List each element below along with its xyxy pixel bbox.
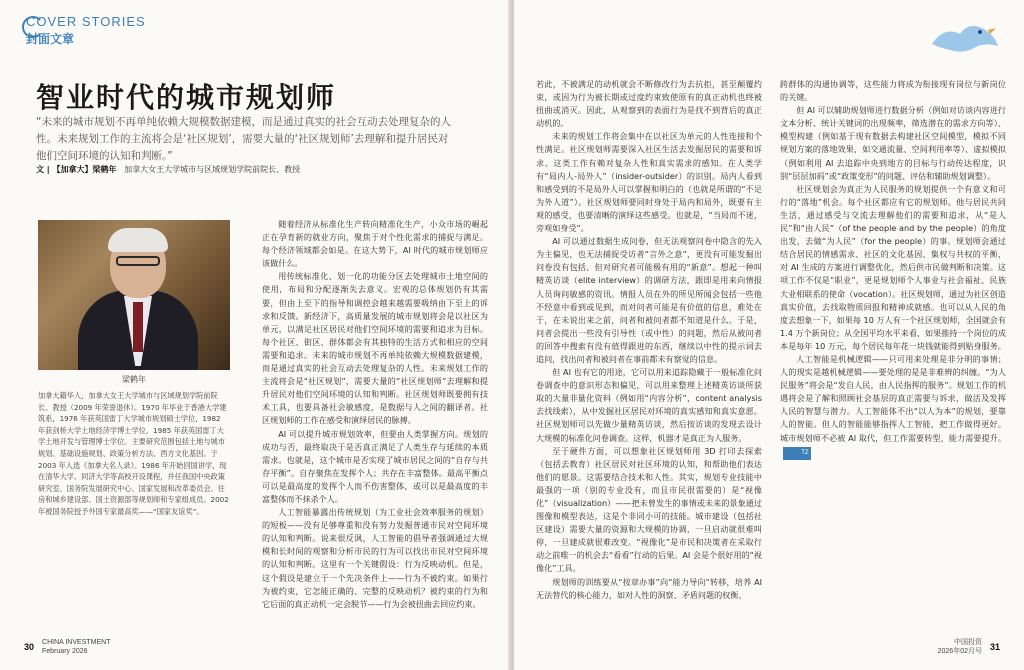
closing-paragraph-text: 人工智能是机械逻辑——只可用来处理是非分明的事情；人的现实是越机械逻辑——要处理的是是非难辨的纠缠。“为人民服务”将会是“发自人民，由人民指挥的服务”。规划工作的机遇将会是了解和照顾社会基层的真正需要与诉求，做活及发挥人民的智慧与潜力。人工智能体不出“以人为本”的规划，要靠人的智能。但人的智能能够指挥人工智能，把工作做得更好。城市规划师不必被 AI 取代，但工作需要转型，能力需要提升。 — [780, 353, 1006, 443]
body-column-right-1 — [536, 78, 762, 602]
decorative-bird-icon — [924, 16, 1004, 56]
article-lede: “未来的城市规划不再单纯依赖大规模数据建模，而是通过真实的社会互动去处理复杂的人性。未来规划工作的主流将会是‘社区规划’，需要大量的‘社区规划师’去理解和提升居民对他们空间环境的认知和判断。” — [36, 116, 451, 162]
page-number-left: 30 — [24, 642, 35, 652]
issue-date-left: February 2026 — [42, 648, 88, 655]
right-page — [514, 0, 1024, 670]
footer-left — [24, 638, 110, 656]
paragraph: 随着经济从标准化生产转向精准化生产，小众市场的崛起正在孕育新的就业方向，聚焦于对个性化需求的捕捉与满足。每个经济领域都会如是。在这大势下，AI 时代的城市规划师应该做什么。 — [262, 219, 488, 269]
kicker-chinese: 封面文章 — [26, 32, 75, 46]
paragraph — [780, 353, 1006, 460]
paragraph: 但 AI 可以辅助规划师进行数据分析（例如对访谈内容进行文本分析、统计关键词的出现频率，筛选潜在的需求方向等）、模型构建（例如基于现有数据去构建社区空间模型，模拟不同规划方案的落地效果，如交通流量、空间利用率等）、虚拟模拟（例如利用 AI 去追踪中央到地方的目标与行动传达程度，识别“层层加码”或“政策变形”的问题、评估和辅助规划调整）。 — [780, 105, 1006, 181]
paragraph: AI 可以提升城市规划效率，但要由人类掌握方向。规划的成功与否，最终取决于是否真正满足了人类生存与延续的本质需求。也就是，这个城市是否实现了城市居民之间的“自存与共存平衡”。自存聚焦在发挥个人；共存在丰富整体。最高平衡点可以是最高度的发挥个人而不伤害整体，或可以是最高度的丰富整体而不抹杀个人。 — [262, 428, 488, 504]
paragraph: 跨群体的沟通协调等，这些能力将成为衔接现有岗位与新岗位的关键。 — [780, 79, 1006, 103]
paragraph: 未来的规划工作将会集中在以社区为单元的人性连接和个性满足。社区规划师需要深入社区生活去发掘居民的需要和诉求。这类工作有赖对复杂人性和真实需求的感知。在人类学有“局内人-局外人”（insider-outsider）的识别。局内人看到和感受到的不是局外人可以掌握和明白的（也就是所谓的“不足为外人道”）。社区规划师要同时身处于局内和局外，既要有主观的感受，也要清晰的演绎这些感受。也就是，“当局而不迷，旁观如身受”。 — [536, 131, 762, 234]
left-page — [0, 0, 510, 670]
portrait-caption: 梁鹤年 — [122, 375, 146, 384]
paragraph: 规划师的训练要从“按章办事”向“能力导向”转移，培养 AI 无法替代的核心能力，如对人性的洞察、矛盾问题的权衡、 — [536, 576, 762, 600]
body-column-left — [262, 218, 488, 611]
kicker-english: COVER STORIES — [26, 14, 146, 29]
paragraph: 至于硬件方面，可以想象社区规划师用 3D 打印去探索（包括去教育）社区居民对社区环境的认知，和帮助他们表达他们的愿景。这需要结合技术和人性。其实，规划专业技能中最强的一项（别的专业没有，而且市民很需要的）是“视像化”（visualization）——把未曾发生的事情或未来的景象通过图像和模型表达，这是个非同小可的技能。城市建设（包括社区建设）需要大量的资源和大规模的协调，一旦启动就很难叫停，一旦建成就很难改变。“视像化”是市民和决策者在采取行动之前唯一的机会去“看看”行动的后果。AI 会是个很好用的“视像化”工具。 — [536, 445, 762, 574]
paragraph: 若此，不被满足的动机就会不断修改行为去抗拒，甚至颠覆约束，或因为行为被长期或过度约束致使原有的真正动机也终被扭曲或消灭。因此，从观察到的表面行为是找不到背后的真正动机的。 — [536, 79, 762, 129]
author-portrait — [38, 220, 230, 370]
issue-date-right: 2026年02月号 — [937, 648, 982, 655]
end-mark: TZ — [783, 447, 811, 460]
body-column-right-2 — [780, 78, 1006, 460]
paragraph: 用传统标准化、划一化的功能分区去处理城市土地空间的使用，布局和分配逐渐失去意义。宏观的总体规划仍有其需要，但由上至下的指导和调控会越来越需要吸纳由下至上的诉求和反馈。新经济下，高质量发展的城市规划将会是以社区为单元，以满足社区居民对他们空间环境的需要和追求为目标。每个社区、街区、群体都会有其独特的生活方式和相应的空间需要和追求。未来的城市规划不再单纯依赖大规模数据建模，而是通过真实的社会互动去处理复杂的人性。未来规划工作的主流将会是“社区规划”，需要大量的“社区规划师”去理解和提升居民对他们空间环境的认知和判断。社区规划师既要拥有技术工具，也要具备社会敏感度，是数据与人之间的翻译者。社区规划师的工作在感受和演绎居民的脉搏。 — [262, 271, 488, 426]
magazine-name-zh: 中国投资 — [953, 639, 982, 646]
paragraph: 但 AI 也有它的用途，它可以用来追踪隐藏于一般标准化问卷调查中的意识形态和偏见，可以用来整理上述精英访谈所获取的大量非量化资料（例如用“内容分析”，content analysis 去找线索），从中发掘社区居民对环境的真实感知和真实意愿。社区规划师可以先做少量精英访谈，然后按访谈的发现去设计大规模的标准化问卷调查。这样，机器才是真正为人服务。 — [536, 367, 762, 443]
paragraph: 人工智能暴露出传统规划（为工业社会效率服务的规划）的短板——没有足够尊重和没有努力发掘普通市民对空间环境的认知和判断。说来很反讽，人工智能的倡导者强调通过大规模和长时间的观察和分析市民的行为可以找出市民对空间环境的认知和判断。这里有一个关键假设：行为反映动机。但是，这个假设是建立于一个先决条件上——行为不被约束。如果行为被约束，它怎能正确的、完整的反映动机？被约束的行为和它后面的真正动机一定会脱节——行为会被扭曲去回应约束。 — [262, 507, 488, 609]
page-number-right: 31 — [989, 642, 1000, 652]
section-kicker — [26, 14, 146, 47]
article-title: 智业时代的城市规划师 — [36, 81, 337, 114]
byline-author: 文 | 【加拿大】梁鹤年 — [36, 165, 117, 174]
magazine-name-en: CHINA INVESTMENT — [42, 639, 111, 646]
footer-right — [938, 638, 1000, 656]
paragraph: AI 可以通过数据生成问卷，但无法观察问卷中隐含的先入为主偏见，也无法捕捉受访者“言外之意”，更没有可能发掘出问卷没有包括、但对研究者可能极有用的“新意”。想起一种叫精英访谈（elite interview）的调研方法，跟即是用来向情报人员询问敏感的资讯。情报人员在外的所见所闻会包括一些他不经意中看到或见到，而对问者可能是有价值的信息，难处在于，在未说出来之前，问者和被问者都不知道是什么。于是，问者会提出一些没有引导性（或中性）的问题，然后从被问者的回答中搜索有没有值得跟进的东西，继续以中性的提示词去追问，找出问者和被问者在事前都未有察觉的信息。 — [536, 236, 762, 364]
author-bio: 加拿大籍华人，加拿大女王大学城市与区域规划学院前院长、教授（2009 年荣誉退休）。1970 年毕业于香港大学建筑系，1976 年获英国雷丁大学城市规划硕士学位，1982 年获剑桥大学土地经济学博士学位，1985 年获英国雷丁大学土地开发与管理博士学位。主要研究范围包括土地与城市规划、基础设施规划、政策分析方法、西方文化基因。于 2003 年入选《加拿大名人录》。1986 年开始回国讲学，现在清华大学、同济大学等高校开设课程，并任我国中央政策研究室、国务院发展研究中心、国家发展和改革委员会、住房和城乡建设部、国土资源部等规划师和专家组成员。2002 年被国务院授予外国专家最高奖——“国家友谊奖”。 — [38, 391, 229, 516]
byline-affiliation: 加拿大女王大学城市与区域规划学院前院长、教授 — [124, 165, 301, 174]
article-byline — [36, 164, 300, 175]
paragraph: 社区规划会为真正为人民服务的规划提供一个有意义和可行的“落地”机会。每个社区都应有它的规划师。他与居民共同生活，通过感受与交流去理解他们的需要和追求，从“是人民”和“由人民”（of the people and by the people）的角度出发，去做“为人民”（for the people）的事。规划师会通过结合居民的情感需求、社区的文化基因、集权与共权的平衡，对 AI 生成的方案进行调整优化，然后供市民做判断和决策。这项工作不仅是“职业”，更是规划师个人事业与社会福祉、民族大业相联系的使命（vocation）。社区规划师，通过为社区创造真实价值，去找取物质回报和精神成就感。也可以从人民的角度去想象一下，如果每 10 万人有一个社区规划师，全国就会有 1.4 万个新岗位；从全国平均水平来看，如果推持一个岗位的成本是每年 10 万元，每个居民每年花一块钱就能得到贴身服务。 — [780, 183, 1006, 351]
